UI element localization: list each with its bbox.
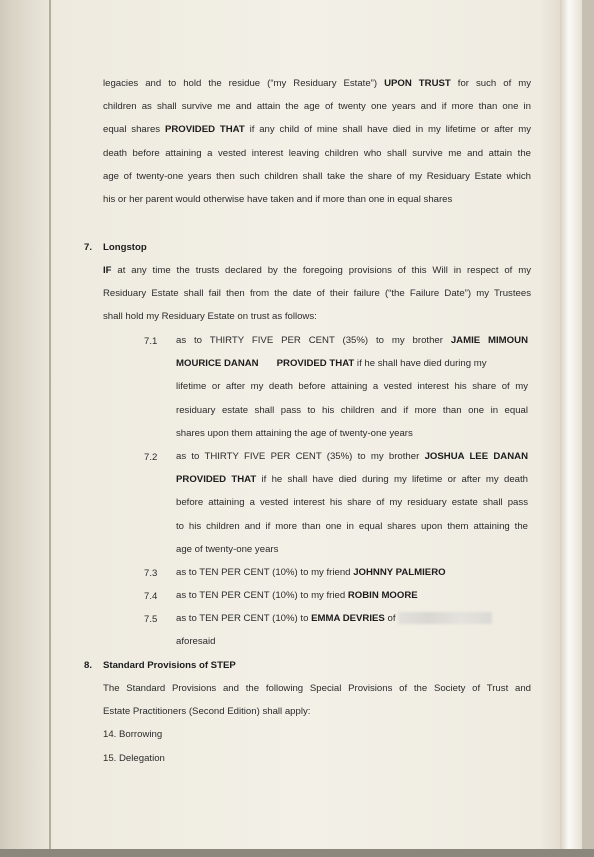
clause-7-3: [176, 561, 528, 584]
intro-line-5: age of twenty-one years then such children shall take the share of my Residuary Estate which: [103, 170, 531, 182]
clause-7-4: [176, 584, 528, 607]
clause-7-5-line-2: aforesaid: [176, 636, 216, 648]
clause-7-2-line-3: before attaining a vested interest his share of my residuary estate shall pass: [176, 497, 528, 509]
redacted-address: [398, 612, 492, 624]
clause-7-1-line-2: MOURICE DANAN PROVIDED THAT if he shall have died during my: [176, 358, 487, 370]
clause-7-5: [176, 607, 528, 653]
clause-7-2-line-4: to his children and if more than one in equal shares upon them attaining the: [176, 520, 528, 532]
clause-7-2-number: 7.2: [144, 452, 158, 463]
section-8-paragraph: [103, 677, 531, 770]
section-7-line-3: shall hold my Residuary Estate on trust as follows:: [103, 311, 317, 323]
page-edge-shadow: [582, 0, 594, 857]
clause-7-2-line-1: as to THIRTY FIVE PER CENT (35%) to my brother JOSHUA LEE DANAN: [176, 451, 528, 462]
clause-7-1: [176, 329, 528, 445]
intro-line-2: children as shall survive me and attain the age of twenty one years and if more than one in: [103, 101, 531, 113]
section-8-title: Standard Provisions of STEP: [103, 660, 236, 671]
clause-7-2-line-5: age of twenty-one years: [176, 543, 279, 555]
clause-7-1-number: 7.1: [144, 336, 158, 347]
intro-paragraph: [103, 72, 531, 211]
section-8-line-1: The Standard Provisions and the following Special Provisions of the Society of Trust and: [103, 683, 531, 694]
clause-7-1-line-4: residuary estate shall pass to his children and if more than one in equal: [176, 404, 528, 416]
clause-7-1-line-5: shares upon them attaining the age of twenty-one years: [176, 427, 413, 439]
intro-line-6: his or her parent would otherwise have taken and if more than one in equal shares: [103, 194, 453, 206]
clause-7-4-number: 7.4: [144, 591, 158, 602]
page-fold-line: [49, 0, 51, 857]
clause-7-5-number: 7.5: [144, 614, 158, 625]
clause-7-1-line-1: as to THIRTY FIVE PER CENT (35%) to my brother JAMIE MIMOUN: [176, 335, 528, 346]
clause-7-3-line: as to TEN PER CENT (10%) to my friend JOHNNY PALMIERO: [176, 567, 446, 578]
clause-7-3-number: 7.3: [144, 568, 158, 579]
clause-7-1-line-3: lifetime or after my death before attaining a vested interest his share of my: [176, 381, 528, 393]
intro-line-3: equal shares PROVIDED THAT if any child of mine shall have died in my lifetime or after my: [103, 124, 531, 136]
section-8-list-item: 15. Delegation: [103, 752, 165, 764]
clause-7-2: [176, 445, 528, 561]
clause-7-4-line: as to TEN PER CENT (10%) to my fried ROBIN MOORE: [176, 590, 418, 601]
clause-7-5-line-1: as to TEN PER CENT (10%) to EMMA DEVRIES of: [176, 607, 528, 630]
section-7-number: 7.: [84, 242, 93, 253]
section-7-paragraph: [103, 259, 531, 329]
section-7-line-1: IF at any time the trusts declared by the foregoing provisions of this Will in respect of my: [103, 265, 531, 276]
intro-line-4: death before attaining a vested interest leaving children who shall survive me and attain the: [103, 147, 531, 159]
page-edge-right: [560, 0, 582, 857]
section-8-number: 8.: [84, 660, 93, 671]
section-7-line-2: Residuary Estate shall fail then from the date of their failure (“the Failure Date”) my Trustees: [103, 288, 531, 300]
clause-7-2-line-2: PROVIDED THAT if he shall have died during my lifetime or after my death: [176, 474, 528, 486]
page-edge-bottom: [0, 849, 594, 857]
section-8-line-2: Estate Practitioners (Second Edition) shall apply:: [103, 706, 311, 718]
section-7-title: Longstop: [103, 242, 147, 253]
section-8-list-item: 14. Borrowing: [103, 729, 163, 741]
intro-line-1: legacies and to hold the residue (“my Residuary Estate”) UPON TRUST for such of my: [103, 78, 532, 89]
